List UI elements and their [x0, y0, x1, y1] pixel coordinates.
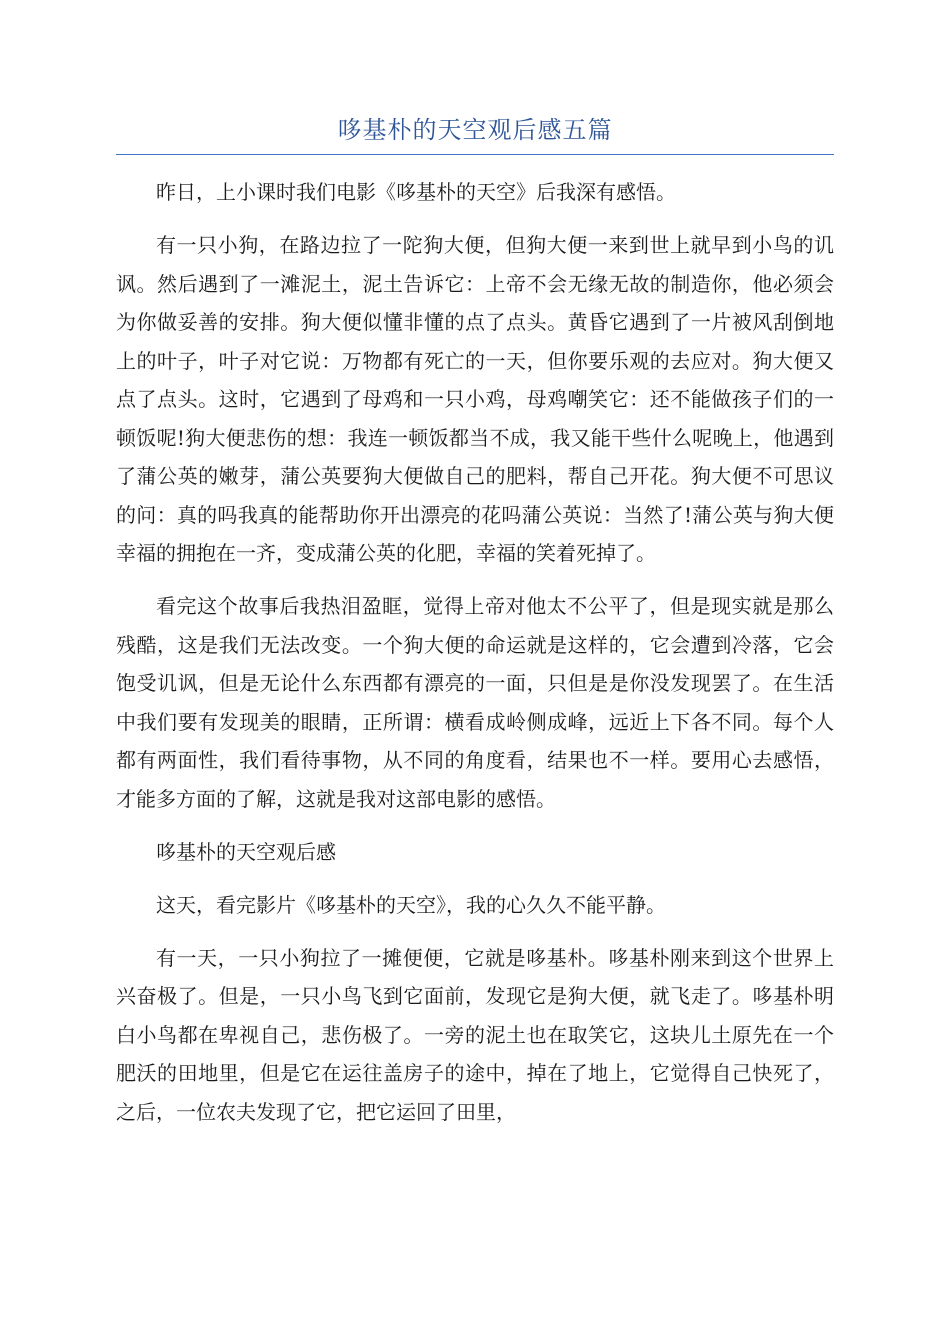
- section-heading: 哆基朴的天空观后感: [156, 839, 336, 864]
- document-title: 哆基朴的天空观后感五篇: [337, 116, 613, 144]
- document-body: [116, 173, 834, 1146]
- paragraph-intro: 昨日，上小课时我们电影《哆基朴的天空》后我深有感悟。: [156, 180, 676, 204]
- paragraph-second-intro: 这天，看完影片《哆基朴的天空》，我的心久久不能平静。: [156, 892, 666, 917]
- paragraph-reflection: 看完这个故事后我热泪盈眶，觉得上帝对他太不公平了，但是现实就是那么残酷，这是我们无法改变。一个狗大便的命运就是这样的，它会遭到冷落，它会饱受讥讽，但是无论什么东西都有漂亮的一面，只但是是你没发现罢了。在生活中我们要有发现美的眼睛，正所谓：横看成岭侧成峰，远近上下各不同。每个人都有两面性，我们看待事物，从不同的角度看，结果也不一样。要用心去感悟，才能多方面的了解，这就是我对这部电影的感悟。: [116, 594, 834, 811]
- paragraph-story: 有一只小狗，在路边拉了一陀狗大便，但狗大便一来到世上就早到小鸟的讥讽。然后遇到了一滩泥土，泥土告诉它：上帝不会无缘无故的制造你，他必须会为你做妥善的安排。狗大便似懂非懂的点了点头。黄昏它遇到了一片被风刮倒地上的叶子，叶子对它说：万物都有死亡的一天，但你要乐观的去应对。狗大便又点了点头。这时，它遇到了母鸡和一只小鸡，母鸡嘲笑它：还不能做孩子们的一顿饭呢!狗大便悲伤的想：我连一顿饭都当不成，我又能干些什么呢晚上，他遇到了蒲公英的嫩芽，蒲公英要狗大便做自己的肥料，帮自己开花。狗大便不可思议的问：真的吗我真的能帮助你开出漂亮的花吗蒲公英说：当然了!蒲公英与狗大便幸福的拥抱在一齐，变成蒲公英的化肥，幸福的笑着死掉了。: [116, 233, 834, 565]
- paragraph-second-story: 有一天，一只小狗拉了一摊便便，它就是哆基朴。哆基朴刚来到这个世界上兴奋极了。但是，一只小鸟飞到它面前，发现它是狗大便，就飞走了。哆基朴明白小鸟都在卑视自己，悲伤极了。一旁的泥土也在取笑它，这块儿土原先在一个肥沃的田地里，但是它在运往盖房子的途中，掉在了地上，它觉得自己快死了，之后，一位农夫发现了它，把它运回了田里，: [116, 945, 834, 1124]
- title-underline: [116, 154, 834, 155]
